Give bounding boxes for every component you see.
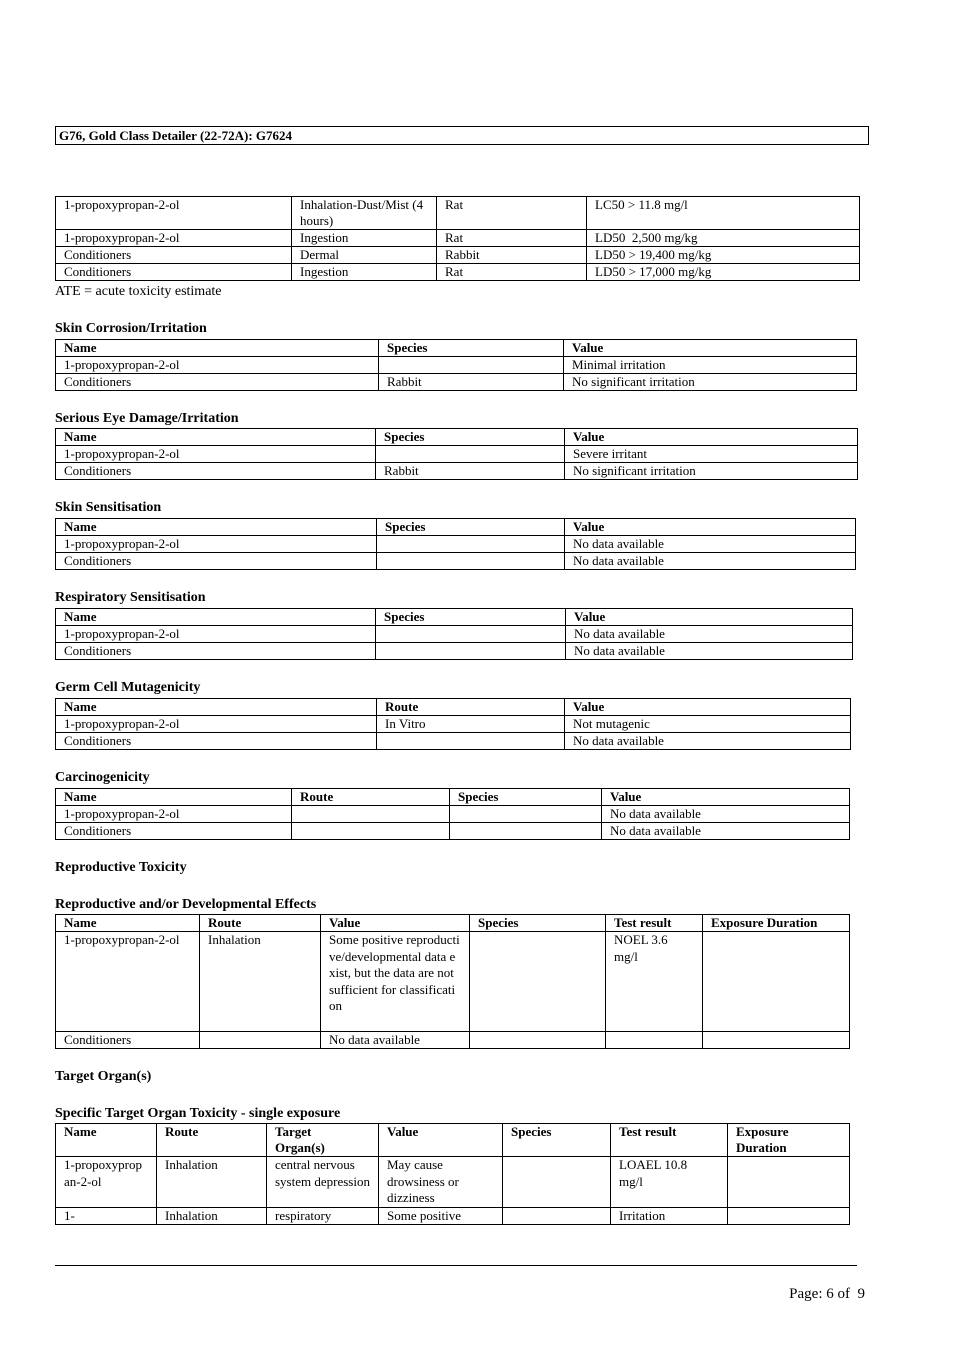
table-row bbox=[56, 374, 857, 391]
column-header: Value bbox=[565, 429, 858, 446]
column-header: Species bbox=[450, 789, 602, 806]
table-cell bbox=[376, 446, 565, 463]
column-header: Route bbox=[200, 915, 321, 932]
table-row bbox=[56, 357, 857, 374]
table-cell: Conditioners bbox=[56, 374, 379, 391]
table-header-row bbox=[56, 429, 858, 446]
column-header: Species bbox=[470, 915, 606, 932]
table-cell bbox=[292, 806, 450, 823]
table-cell: 1-propoxypropan-2-ol bbox=[56, 230, 292, 247]
section-title: Serious Eye Damage/Irritation bbox=[55, 411, 239, 426]
ate-note: ATE = acute toxicity estimate bbox=[55, 284, 222, 299]
table-header-row bbox=[56, 609, 853, 626]
table-header-row bbox=[56, 519, 856, 536]
table-row bbox=[56, 446, 858, 463]
column-header: Species bbox=[503, 1124, 611, 1157]
page-number: Page: 6 of 9 bbox=[789, 1286, 865, 1302]
table-cell: Rabbit bbox=[437, 247, 587, 264]
table-cell: No significant irritation bbox=[565, 463, 858, 480]
table-cell: Rat bbox=[437, 230, 587, 247]
reproductive-effects-table bbox=[55, 914, 850, 1049]
table-cell bbox=[450, 823, 602, 840]
section-title: Reproductive Toxicity bbox=[55, 860, 187, 875]
table-cell: LC50 > 11.8 mg/l bbox=[587, 197, 860, 230]
table-cell bbox=[728, 1207, 850, 1224]
column-header: Exposure Duration bbox=[703, 915, 850, 932]
table-row bbox=[56, 1207, 850, 1224]
column-header: Route bbox=[377, 699, 565, 716]
table-cell bbox=[377, 536, 565, 553]
column-header: Name bbox=[56, 1124, 157, 1157]
table-cell: No data available bbox=[565, 536, 856, 553]
column-header: Value bbox=[565, 519, 856, 536]
column-header: Route bbox=[292, 789, 450, 806]
column-header: Value bbox=[602, 789, 850, 806]
column-header: Species bbox=[376, 609, 566, 626]
table-cell: Conditioners bbox=[56, 1032, 200, 1049]
document-header: G76, Gold Class Detailer (22-72A): G7624 bbox=[55, 126, 869, 145]
table-row bbox=[56, 230, 860, 247]
table-header-row bbox=[56, 1124, 850, 1157]
table-cell: 1-propoxypropan-2-ol bbox=[56, 357, 379, 374]
table-cell bbox=[200, 1032, 321, 1049]
table-cell: 1-propoxypropan-2-ol bbox=[56, 1157, 157, 1208]
table-cell: Conditioners bbox=[56, 463, 376, 480]
column-header: Target Organ(s) bbox=[267, 1124, 379, 1157]
table-row bbox=[56, 932, 850, 1032]
table-cell: Inhalation bbox=[200, 932, 321, 1032]
table-cell: No data available bbox=[565, 733, 851, 750]
table-cell: Ingestion bbox=[292, 264, 437, 281]
table-row bbox=[56, 716, 851, 733]
column-header: Name bbox=[56, 609, 376, 626]
table-cell: LD50 2,500 mg/kg bbox=[587, 230, 860, 247]
table-row bbox=[56, 264, 860, 281]
table-row bbox=[56, 1032, 850, 1049]
table-header-row bbox=[56, 340, 857, 357]
column-header: Value bbox=[566, 609, 853, 626]
table-cell bbox=[470, 1032, 606, 1049]
acute-toxicity-table bbox=[55, 196, 860, 281]
table-row bbox=[56, 536, 856, 553]
table-header-row bbox=[56, 915, 850, 932]
table-cell: Rat bbox=[437, 197, 587, 230]
table-header-row bbox=[56, 789, 850, 806]
table-cell: Inhalation bbox=[157, 1207, 267, 1224]
respiratory-sensitisation-table bbox=[55, 608, 853, 660]
table-cell: No data available bbox=[602, 806, 850, 823]
table-cell bbox=[703, 1032, 850, 1049]
column-header: Exposure Duration bbox=[728, 1124, 850, 1157]
table-cell: LD50 > 19,400 mg/kg bbox=[587, 247, 860, 264]
table-cell: 1- bbox=[56, 1207, 157, 1224]
column-header: Name bbox=[56, 915, 200, 932]
column-header: Species bbox=[379, 340, 564, 357]
column-header: Name bbox=[56, 699, 377, 716]
germ-cell-table bbox=[55, 698, 851, 750]
table-cell: No data available bbox=[321, 1032, 470, 1049]
table-cell: LOAEL 10.8 mg/l bbox=[611, 1157, 728, 1208]
table-cell: Rat bbox=[437, 264, 587, 281]
column-header: Value bbox=[565, 699, 851, 716]
table-row bbox=[56, 626, 853, 643]
skin-corrosion-table bbox=[55, 339, 857, 391]
table-cell: Dermal bbox=[292, 247, 437, 264]
footer-divider bbox=[55, 1265, 857, 1266]
table-cell: 1-propoxypropan-2-ol bbox=[56, 626, 376, 643]
table-row bbox=[56, 733, 851, 750]
table-cell bbox=[503, 1207, 611, 1224]
table-cell bbox=[606, 1032, 703, 1049]
eye-damage-table bbox=[55, 428, 858, 480]
table-cell bbox=[376, 643, 566, 660]
table-cell: In Vitro bbox=[377, 716, 565, 733]
column-header: Test result bbox=[611, 1124, 728, 1157]
column-header: Value bbox=[564, 340, 857, 357]
column-header: Route bbox=[157, 1124, 267, 1157]
table-cell bbox=[728, 1157, 850, 1208]
table-header-row bbox=[56, 699, 851, 716]
table-cell: May cause drowsiness or dizziness bbox=[379, 1157, 503, 1208]
table-cell: 1-propoxypropan-2-ol bbox=[56, 446, 376, 463]
column-header: Test result bbox=[606, 915, 703, 932]
table-cell: central nervous system depression bbox=[267, 1157, 379, 1208]
column-header: Name bbox=[56, 429, 376, 446]
table-cell: 1-propoxypropan-2-ol bbox=[56, 716, 377, 733]
table-cell bbox=[376, 626, 566, 643]
table-row bbox=[56, 823, 850, 840]
table-cell: No data available bbox=[566, 643, 853, 660]
table-cell: Not mutagenic bbox=[565, 716, 851, 733]
table-cell bbox=[703, 932, 850, 1032]
table-cell: Severe irritant bbox=[565, 446, 858, 463]
column-header: Name bbox=[56, 519, 377, 536]
table-cell: Conditioners bbox=[56, 553, 377, 570]
column-header: Value bbox=[321, 915, 470, 932]
carcinogenicity-table bbox=[55, 788, 850, 840]
section-subtitle: Specific Target Organ Toxicity - single exposure bbox=[55, 1106, 341, 1121]
section-title: Respiratory Sensitisation bbox=[55, 590, 206, 605]
table-cell: Some positive bbox=[379, 1207, 503, 1224]
table-row bbox=[56, 643, 853, 660]
table-cell: Conditioners bbox=[56, 264, 292, 281]
table-row bbox=[56, 247, 860, 264]
table-cell: 1-propoxypropan-2-ol bbox=[56, 806, 292, 823]
column-header: Value bbox=[379, 1124, 503, 1157]
column-header: Name bbox=[56, 789, 292, 806]
section-title: Germ Cell Mutagenicity bbox=[55, 680, 201, 695]
table-cell bbox=[377, 733, 565, 750]
section-subtitle: Reproductive and/or Developmental Effects bbox=[55, 897, 317, 912]
section-title: Target Organ(s) bbox=[55, 1069, 152, 1084]
table-cell: respiratory bbox=[267, 1207, 379, 1224]
skin-sensitisation-table bbox=[55, 518, 856, 570]
stot-single-table bbox=[55, 1123, 850, 1225]
table-cell: 1-propoxypropan-2-ol bbox=[56, 197, 292, 230]
section-title: Carcinogenicity bbox=[55, 770, 150, 785]
table-cell: Conditioners bbox=[56, 643, 376, 660]
table-cell: Some positive reproductive/developmental data exist, but the data are not sufficient for classification bbox=[321, 932, 470, 1032]
table-row bbox=[56, 1157, 850, 1208]
table-cell: 1-propoxypropan-2-ol bbox=[56, 536, 377, 553]
table-cell bbox=[377, 553, 565, 570]
table-cell: LD50 > 17,000 mg/kg bbox=[587, 264, 860, 281]
table-row bbox=[56, 553, 856, 570]
table-cell: Inhalation-Dust/Mist (4 hours) bbox=[292, 197, 437, 230]
table-cell: Irritation bbox=[611, 1207, 728, 1224]
table-cell bbox=[292, 823, 450, 840]
column-header: Species bbox=[377, 519, 565, 536]
table-cell: 1-propoxypropan-2-ol bbox=[56, 932, 200, 1032]
table-cell: Minimal irritation bbox=[564, 357, 857, 374]
column-header: Name bbox=[56, 340, 379, 357]
table-cell: Conditioners bbox=[56, 823, 292, 840]
table-cell bbox=[379, 357, 564, 374]
table-row bbox=[56, 197, 860, 230]
table-row bbox=[56, 806, 850, 823]
column-header: Species bbox=[376, 429, 565, 446]
table-cell: No data available bbox=[602, 823, 850, 840]
table-cell: NOEL 3.6 mg/l bbox=[606, 932, 703, 1032]
table-cell bbox=[450, 806, 602, 823]
table-cell: No significant irritation bbox=[564, 374, 857, 391]
table-cell bbox=[503, 1157, 611, 1208]
table-cell: Inhalation bbox=[157, 1157, 267, 1208]
table-cell: No data available bbox=[565, 553, 856, 570]
table-cell: Ingestion bbox=[292, 230, 437, 247]
table-cell: Rabbit bbox=[379, 374, 564, 391]
section-title: Skin Corrosion/Irritation bbox=[55, 321, 207, 336]
table-cell: Conditioners bbox=[56, 247, 292, 264]
table-row bbox=[56, 463, 858, 480]
section-title: Skin Sensitisation bbox=[55, 500, 162, 515]
table-cell bbox=[470, 932, 606, 1032]
table-cell: Conditioners bbox=[56, 733, 377, 750]
table-cell: Rabbit bbox=[376, 463, 565, 480]
table-cell: No data available bbox=[566, 626, 853, 643]
